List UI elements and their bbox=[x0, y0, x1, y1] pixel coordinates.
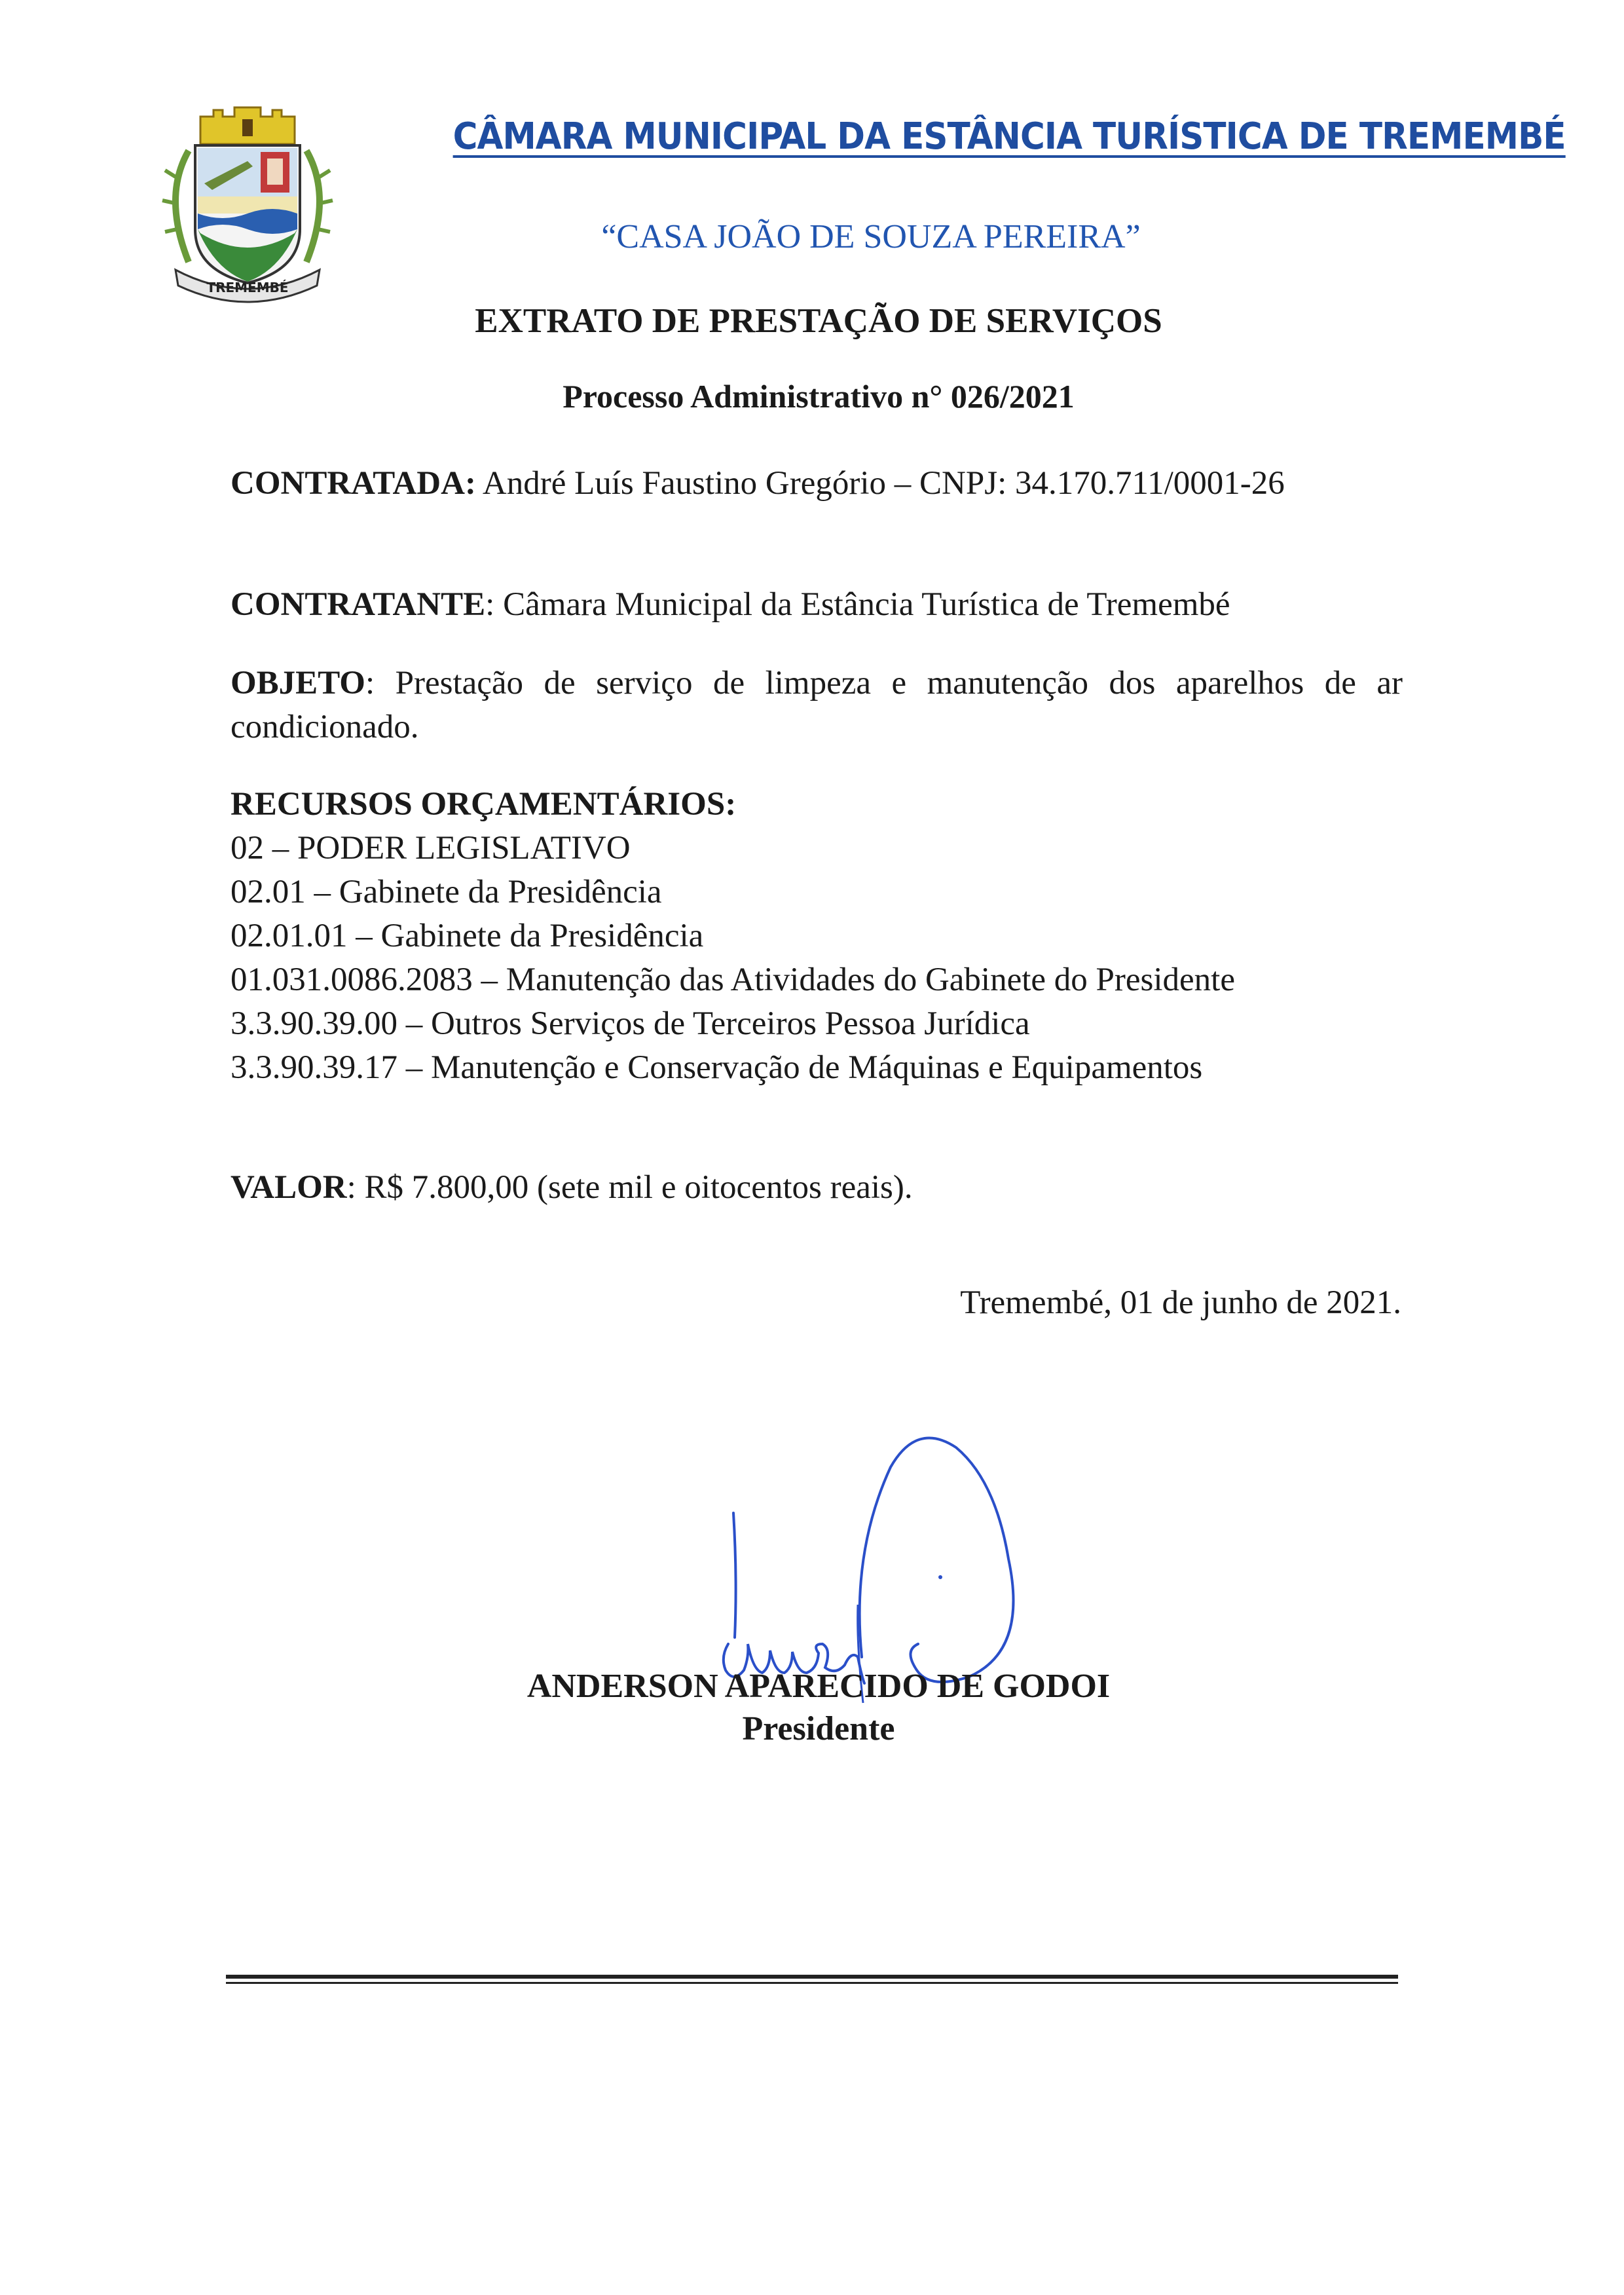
valor-value: : R$ 7.800,00 (sete mil e oitocentos reais). bbox=[346, 1169, 913, 1206]
budget-line: 3.3.90.39.00 – Outros Serviços de Terceiros Pessoa Jurídica bbox=[231, 1005, 1030, 1042]
contratada-value: André Luís Faustino Gregório – CNPJ: 34.170.711/0001-26 bbox=[482, 465, 1285, 502]
contratante-section bbox=[231, 583, 1403, 627]
contratada-label: CONTRATADA: bbox=[231, 465, 476, 502]
house-name: “CASA JOÃO DE SOUZA PEREIRA” bbox=[601, 218, 1141, 255]
budget-line: 02.01.01 – Gabinete da Presidência bbox=[231, 918, 704, 954]
objeto-label: OBJETO bbox=[231, 665, 365, 701]
budget-line: 3.3.90.39.17 – Manutenção e Conservação de Máquinas e Equipamentos bbox=[231, 1049, 1203, 1086]
contratada-section bbox=[231, 462, 1403, 506]
signatory-role: Presidente bbox=[742, 1710, 895, 1747]
organization-name: CÂMARA MUNICIPAL DA ESTÂNCIA TURÍSTICA DE TREMEMBÉ bbox=[452, 115, 1566, 158]
svg-text:TREMEMBÉ: TREMEMBÉ bbox=[206, 280, 289, 295]
contratante-label: CONTRATANTE bbox=[231, 586, 486, 623]
contratante-value: : Câmara Municipal da Estância Turística de Tremembé bbox=[485, 586, 1230, 623]
budget-line: 02 – PODER LEGISLATIVO bbox=[231, 830, 631, 867]
valor-label: VALOR bbox=[231, 1169, 347, 1206]
process-number: Processo Administrativo n° 026/2021 bbox=[563, 378, 1075, 415]
footer-divider bbox=[226, 1975, 1398, 1984]
objeto-section bbox=[231, 662, 1403, 749]
budget-resources-label: RECURSOS ORÇAMENTÁRIOS: bbox=[231, 786, 737, 823]
document-title: EXTRATO DE PRESTAÇÃO DE SERVIÇOS bbox=[475, 302, 1162, 340]
signatory-name: ANDERSON APARECIDO DE GODOI bbox=[526, 1668, 1111, 1705]
document-date: Tremembé, 01 de junho de 2021. bbox=[960, 1284, 1401, 1321]
budget-resources-section bbox=[231, 783, 1403, 1090]
budget-line: 01.031.0086.2083 – Manutenção das Atividades do Gabinete do Presidente bbox=[231, 961, 1235, 998]
budget-line: 02.01 – Gabinete da Presidência bbox=[231, 874, 662, 910]
valor-section bbox=[231, 1166, 1403, 1210]
objeto-value: : Prestação de serviço de limpeza e manutenção dos aparelhos de ar condicionado. bbox=[231, 665, 1403, 745]
coat-of-arms-icon bbox=[149, 98, 346, 308]
